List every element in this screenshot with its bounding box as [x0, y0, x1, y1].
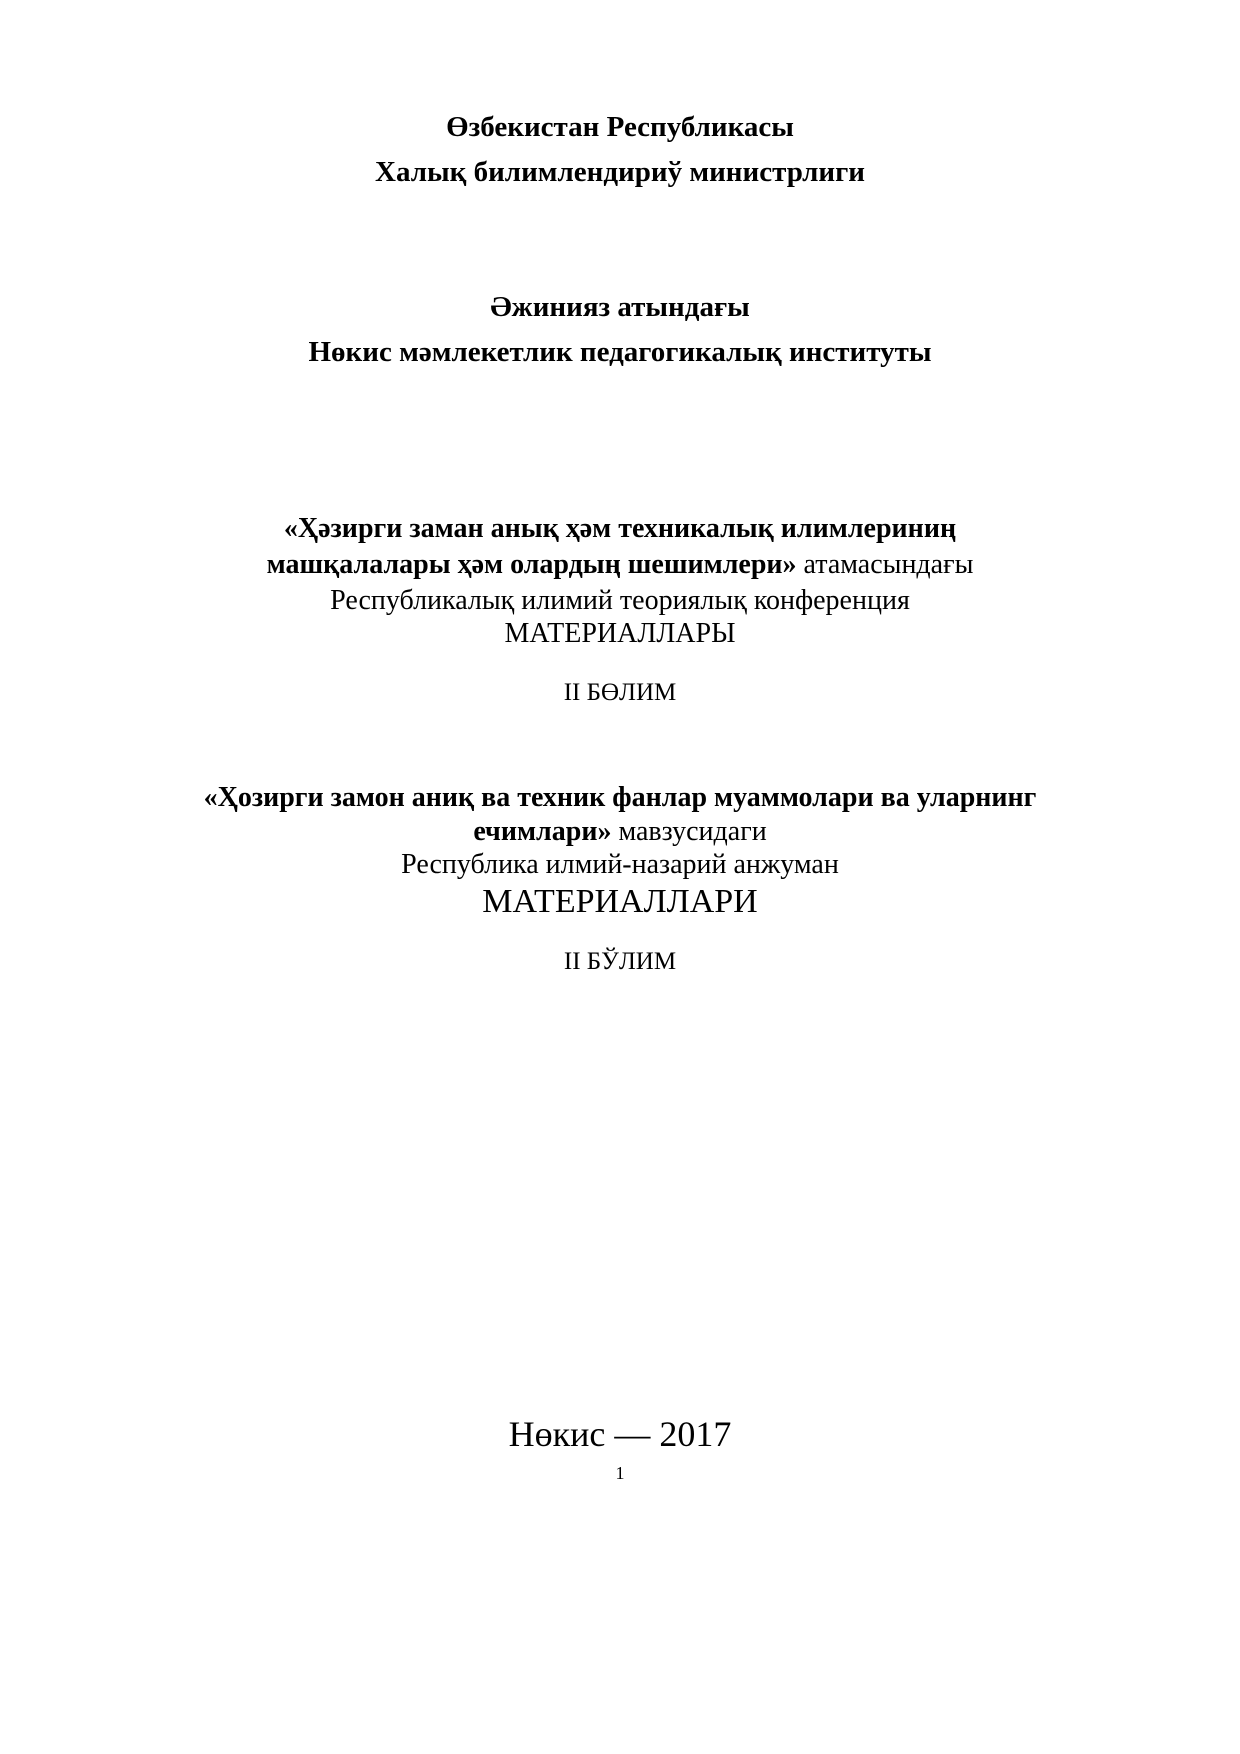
- materials-heading-kk: МАТЕРИАЛЛАРЫ: [504, 618, 736, 649]
- conference-title-kk-bold: машқалалары ҳәм олардың шешимлери»: [266, 549, 797, 580]
- country-heading: Өзбекистан Республикасы: [446, 111, 794, 143]
- ministry-heading: Халық билимлендириў министрлиги: [375, 156, 865, 188]
- conference-title-kk-line2: [0, 551, 1240, 579]
- conference-title-uz-bold: ечимлари»: [473, 816, 612, 847]
- place-year: Нөкис — 2017: [508, 1414, 732, 1454]
- conference-title-uz-line1: «Ҳозирги замон аниқ ва техник фанлар муаммолари ва уларнинг: [203, 782, 1037, 813]
- conference-subtitle-kk: Республикалық илимий теориялық конференция: [330, 585, 910, 616]
- conference-title-kk-suffix: атамасындағы: [796, 549, 974, 580]
- conference-title-uz-suffix: мавзусидаги: [611, 816, 767, 847]
- institute-name-line2: Нөкис мәмлекетлик педагогикалық институты: [308, 336, 932, 368]
- part-label-kk: II БӨЛИМ: [563, 679, 677, 706]
- page-number: 1: [615, 1463, 625, 1483]
- institute-name-line1: Әжинияз атындағы: [490, 291, 750, 323]
- materials-heading-uz: МАТЕРИАЛЛАРИ: [482, 883, 758, 920]
- conference-subtitle-uz: Республика илмий-назарий анжуман: [401, 849, 839, 880]
- conference-title-kk-line1: «Ҳәзирги заман анық ҳәм техникалық илимлериниң: [283, 513, 957, 544]
- part-label-uz: II БЎЛИМ: [563, 948, 677, 975]
- conference-title-uz-line2: [0, 818, 1240, 846]
